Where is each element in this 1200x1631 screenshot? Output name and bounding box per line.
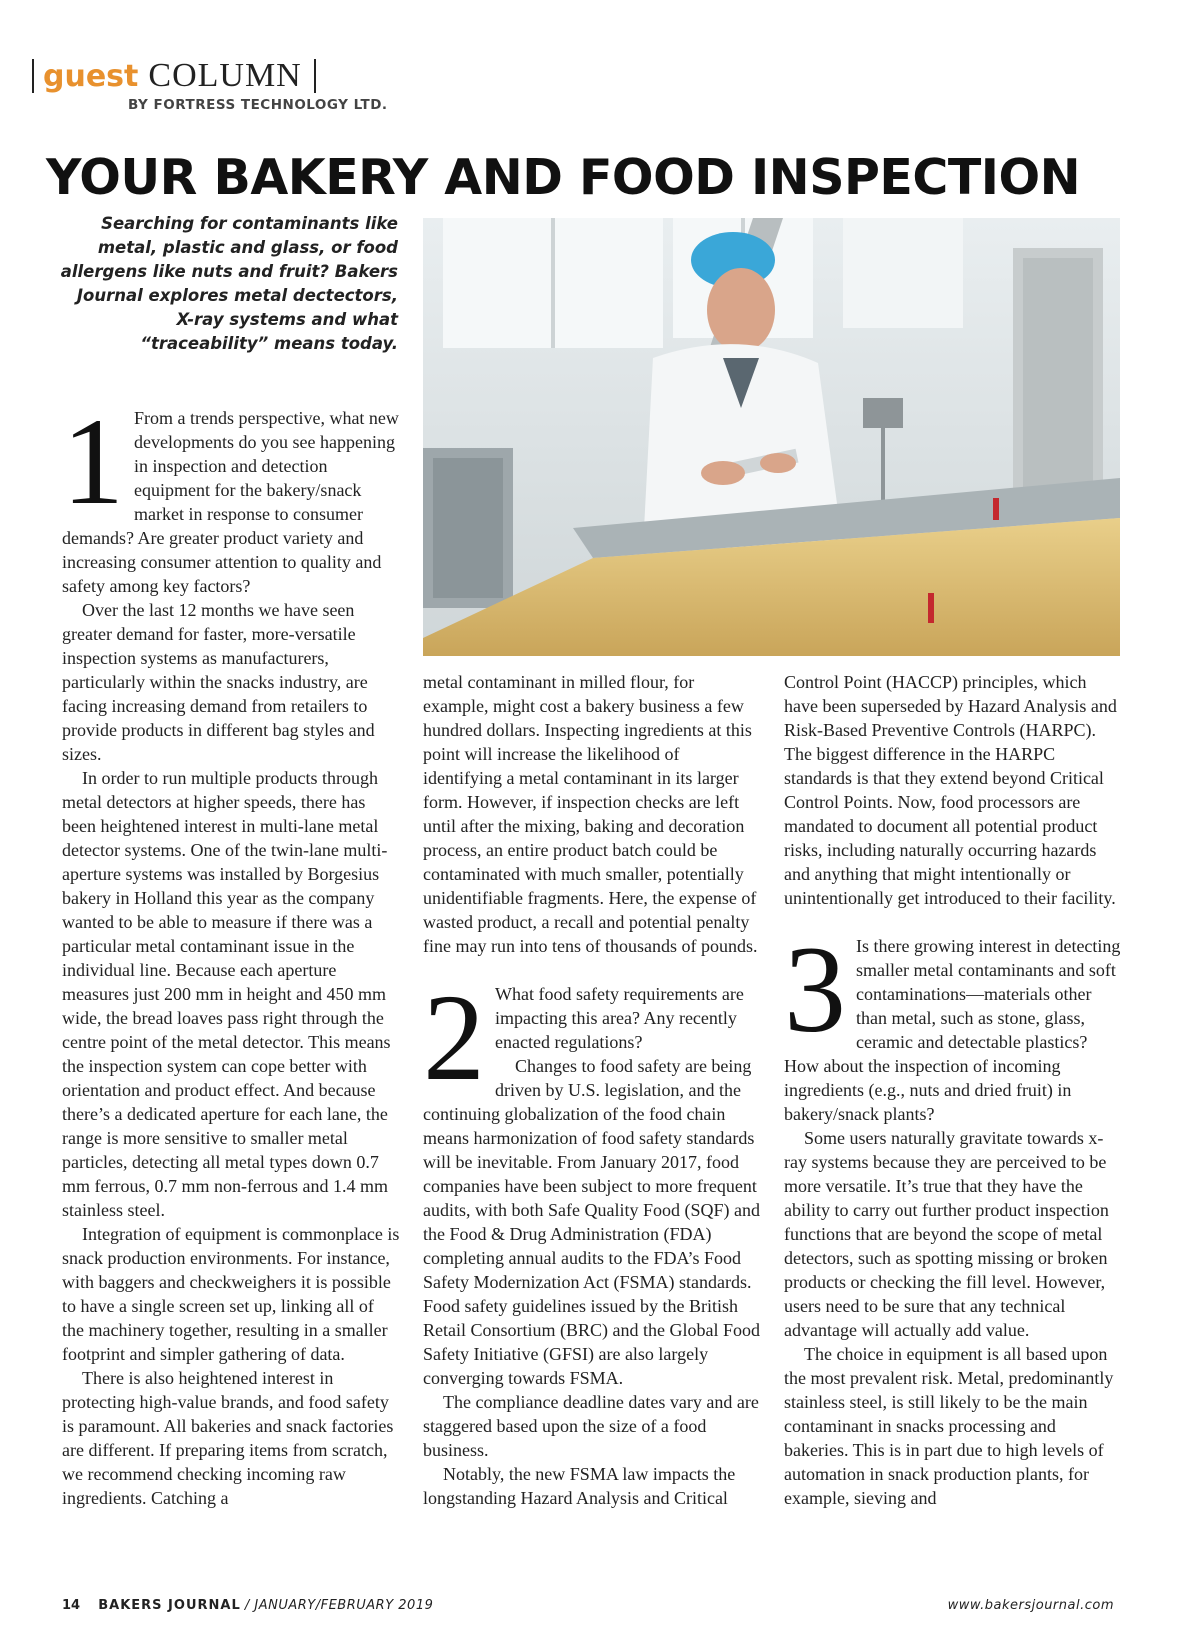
paragraph: In order to run multiple products through metal detectors at higher speeds, there has been heightened interest in multi-lane metal detector systems. One of the twin-lane multi-aperture systems was installed by Borgesius bakery in Holland this year as the company wanted to be able to measure if there was a particular metal contaminant issue in the individual line. Because each aperture measures just 200 mm in height and 450 mm wide, the bread loaves pass right through the centre point of the metal detector. This means the inspection system can cope better with orientation and product effect. And because there’s a dedicated aperture for each lane, the range is more sensitive to smaller metal particles, detecting all metal types down 0.7 mm ferrous, 0.7 mm non-ferrous and 1.4 mm stainless steel. xyxy=(62,768,391,1220)
website-url: www.bakersjournal.com xyxy=(947,1598,1114,1613)
paragraph: Changes to food safety are being driven by U.S. legislation, and the continuing globalization of the food chain means harmonization of food safety standards will be inevitable. From January 2017, food companies have been subject to more frequent audits, with both Safe Quality Food (SQF) and the Food & Drug Administration (FDA) completing annual audits to the FDA’s Food Safety Modernization Act (FSMA) standards. Food safety guidelines issued by the British Retail Consortium (BRC) and the Global Food Safety Initiative (GFSI) are also largely converging towards FSMA. xyxy=(423,1056,760,1388)
question-3: Is there growing interest in detecting smaller metal contaminants and soft contaminations—materials other than metal, such as stone, glass, ceramic and detectable plastics? How about the inspection of incoming ingredients (e.g., nuts and dried fruit) in bakery/snack plants? xyxy=(784,936,1121,1124)
paragraph: Control Point (HACCP) principles, which have been superseded by Hazard Analysis and Risk-Based Preventive Controls (HARPC). The biggest difference in the HARPC standards is that they extend beyond Critical Control Points. Now, food processors are mandated to document all potential product risks, including naturally occurring hazards and anything that might intentionally or unintentionally get introduced to their facility. xyxy=(784,672,1117,908)
kicker-guest: guest xyxy=(43,58,139,94)
headline: YOUR BAKERY AND FOOD INSPECTION xyxy=(46,149,1081,206)
section-kicker xyxy=(32,58,316,94)
page-number: 14 xyxy=(62,1598,81,1613)
paragraph: Notably, the new FSMA law impacts the longstanding Hazard Analysis and Critical xyxy=(423,1464,736,1508)
paragraph: Over the last 12 months we have seen greater demand for faster, more-versatile inspection systems as manufacturers, particularly within the snacks industry, are facing increasing demand from retailers to provide products in different bag styles and sizes. xyxy=(62,600,375,764)
paragraph: There is also heightened interest in protecting high-value brands, and food safety is paramount. All bakeries and snack factories are different. If preparing items from scratch, we recommend checking incoming raw ingredients. Catching a xyxy=(62,1368,394,1508)
question-1: From a trends perspective, what new developments do you see happening in inspection and detection equipment for the bakery/snack market in response to consumer demands? Are greater product variety and increasing consumer attention to quality and safety among key factors? xyxy=(62,408,399,596)
kicker-divider-left xyxy=(32,59,34,93)
article-photo xyxy=(423,218,1120,656)
paragraph: metal contaminant in milled flour, for example, might cost a bakery business a few hundred dollars. Inspecting ingredients at this point will increase the likelihood of identifying a metal contaminant in its larger form. However, if inspection checks are left until after the mixing, baking and decoration process, an entire product batch could be contaminated with much smaller, potentially unidentifiable fragments. Here, the expense of wasted product, a recall and potential penalty fine may run into tens of thousands of pounds. xyxy=(423,672,758,956)
paragraph: The compliance deadline dates vary and are staggered based upon the size of a food business. xyxy=(423,1392,759,1460)
dropcap-2: 2 xyxy=(423,969,485,1106)
paragraph: Some users naturally gravitate towards x-ray systems because they are perceived to be more versatile. It’s true that they have the ability to carry out further product inspection functions that are beyond the scope of metal detectors, such as spotting missing or broken products or checking the fill level. However, users need to be sure that any technical advantage will actually add value. xyxy=(784,1128,1109,1340)
question-2: What food safety requirements are impacting this area? Any recently enacted regulations? xyxy=(495,984,744,1052)
dropcap-1: 1 xyxy=(62,393,124,530)
magazine-name: BAKERS JOURNAL xyxy=(98,1598,241,1613)
dropcap-3: 3 xyxy=(784,921,846,1058)
page-footer xyxy=(62,1598,433,1613)
paragraph: Integration of equipment is commonplace is snack production environments. For instance, with baggers and checkweighers it is possible to have a single screen set up, linking all of the machinery together, resulting in a smaller footprint and simpler gathering of data. xyxy=(62,1224,400,1364)
deck: Searching for contaminants like metal, plastic and glass, or food allergens like nuts and fruit? Bakers Journal explores metal dectectors, X-ray systems and what “traceability” means today. xyxy=(60,214,398,353)
issue-date: / JANUARY/FEBRUARY 2019 xyxy=(244,1598,434,1613)
paragraph: The choice in equipment is all based upon the most prevalent risk. Metal, predominantly stainless steel, is still likely to be the main contaminant in snacks processing and bakeries. This is in part due to high levels of automation in snack production plants, for example, sieving and xyxy=(784,1344,1114,1508)
byline: BY FORTRESS TECHNOLOGY LTD. xyxy=(128,97,388,113)
article-column-1 xyxy=(62,393,400,1510)
kicker-column: COLUMN xyxy=(148,57,302,94)
article-column-3 xyxy=(784,670,1122,1510)
article-column-2 xyxy=(423,670,761,1510)
inspector-photo-illustration xyxy=(423,218,1120,656)
kicker-divider-right xyxy=(314,59,316,93)
